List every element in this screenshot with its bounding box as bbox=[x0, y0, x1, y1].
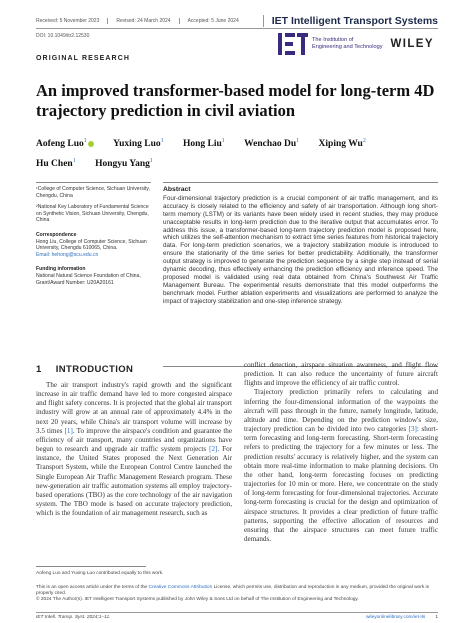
affiliation-1: ¹College of Computer Science, Sichuan University, Chengdu, China bbox=[36, 186, 150, 199]
article-dates bbox=[36, 18, 263, 24]
license-link[interactable]: Creative Commons Attribution bbox=[148, 585, 213, 590]
body-column-left bbox=[36, 381, 232, 518]
article-title: An improved transformer-based model for long-term 4D trajectory prediction in civil aviation bbox=[36, 81, 435, 120]
affiliation-2: ²National Key Laboratory of Fundamental Science on Synthetic Vision, Sichuan University, Chengdu, China bbox=[36, 204, 149, 224]
correspondence-heading: Correspondence bbox=[36, 231, 77, 238]
article-info bbox=[36, 182, 151, 286]
footnote-divider bbox=[36, 566, 146, 567]
article-type: ORIGINAL RESEARCH bbox=[36, 55, 131, 62]
publisher-logo[interactable] bbox=[278, 33, 434, 55]
author[interactable]: Hong Liu$^1$ bbox=[182, 138, 225, 150]
section-title: INTRODUCTION bbox=[55, 364, 134, 375]
author[interactable]: Wenchao Du$^1$ bbox=[244, 138, 300, 150]
journal-citation: IET Intell. Transp. Syst. 2024;1–11. bbox=[36, 615, 111, 620]
citation-link[interactable]: [2] bbox=[209, 445, 218, 454]
funding-heading: Funding information bbox=[36, 266, 86, 273]
license-note: This is an open access article under the terms of the Creative Commons Attribution License, which permits use, distribution and reproduction in any medium, provided the original work is properly cited. © 2024 The Author(s). IET Intelligent Transport Systems published by John Wiley & Sons Ltd on behalf of The Institution of Engineering and Technology. bbox=[36, 585, 438, 603]
funding-text: National Natural Science Foundation of China, Grant/Award Number: U20A20161 bbox=[36, 272, 141, 286]
author[interactable]: Yuxing Luo$^1$ bbox=[113, 138, 164, 150]
journal-name[interactable]: IET Intelligent Transport Systems bbox=[263, 15, 438, 27]
paragraph: Trajectory prediction primarily refers to calculating and inferring the four-dimensional information of the waypoints the aircraft will pass through in the future, namely longitude, latitude, altitude and time. Depending on the prediction window's size, trajectory prediction can be divided into two categories [3]: short-term forecasting and long-term forecasting. Short-term forecasting refers to predicting the trajectory for a few minutes or less. The prediction results' accuracy is relatively higher, and the system can obtain more real-time information to make planning decisions. On the other hand, long-term forecasting focuses on predicting trajectories for 10 min or more. Here, we concentrate on the study of long-term forecasting for four-dimensional trajectories. Accurate long-term forecasting is crucial for the design and optimization of airspace structures. It provides a clear prediction of future traffic patterns, supporting the effective allocation of resources and ensuring that the airspace structures can meet future traffic demands. bbox=[244, 388, 438, 543]
author[interactable]: Hu Chen$^1$ bbox=[36, 158, 76, 170]
author[interactable]: Aofeng Luo$^1$ bbox=[36, 133, 94, 153]
iet-line-1: The Institution of bbox=[312, 37, 354, 43]
correspondence-email[interactable]: Email: hehong@scu.edu.cn bbox=[36, 251, 99, 258]
orcid-icon[interactable] bbox=[88, 141, 94, 147]
section-heading bbox=[36, 364, 133, 375]
wiley-logo: WILEY bbox=[390, 38, 434, 50]
revised-date: Revised: 24 March 2024 bbox=[107, 18, 170, 24]
body-column-right bbox=[244, 361, 438, 544]
paragraph: conflict detection, airspace situation awareness, and flight flow prediction. It can also reduce the uncertainty of future aircraft flights and improve the efficiency of air traffic control. bbox=[244, 361, 438, 388]
doi[interactable]: DOI: 10.1049/itr2.12530 bbox=[36, 33, 90, 39]
paragraph: The air transport industry's rapid growth and the significant increase in air traffic demand have led to more congested airspace and flight safety concerns. It is projected that the global air transport industry will grow at an annual rate of approximately 4.4% in the next 20 years, while China's air transport volume will increase by 3.5 times [1]. To improve the airspace's condition and guarantee the efficiency of air transport, many countries and organizations have begun to research and upgrade air traffic system projects [2]. For instance, the United States proposed the Next Generation Air Transport System, while the European Control Centre launched the Single European Air Traffic Management Research program. These new-generation air traffic automation systems all employ trajectory-based operations (TBO) as the core technology of the air navigation system. The TBO mode is based on accurate trajectory prediction, which is the foundation of air management research, such as bbox=[36, 381, 233, 518]
copyright-note: © 2024 The Author(s). IET Intelligent Transport Systems published by John Wiley & Sons Ltd on behalf of The Institution of Engineering and Technology. bbox=[36, 597, 359, 602]
equal-contribution-note: Aofeng Luo and Yuxing Luo contributed equally to this work. bbox=[36, 571, 164, 576]
citation-link[interactable]: [3] bbox=[408, 425, 417, 434]
author[interactable]: Hongyu Yang$^1$ bbox=[95, 158, 153, 170]
header-bar bbox=[36, 15, 438, 27]
page-number: 1 bbox=[435, 615, 438, 620]
journal-url[interactable]: wileyonlinelibrary.com/iet-its bbox=[365, 615, 426, 620]
abstract-heading: Abstract bbox=[163, 186, 191, 193]
abstract bbox=[163, 182, 438, 306]
iet-line-2: Engineering and Technology bbox=[312, 44, 383, 50]
iet-logo-icon bbox=[278, 33, 308, 55]
accepted-date: Accepted: 5 June 2024 bbox=[179, 18, 239, 24]
correspondence-text: Hong Liu, College of Computer Science, Sichuan University, Chengdu 610065, China. bbox=[36, 238, 147, 252]
header-divider bbox=[36, 28, 438, 29]
citation-link[interactable]: [1] bbox=[64, 426, 73, 435]
page-footer bbox=[36, 615, 438, 620]
author-list bbox=[36, 133, 436, 173]
section-number: 1 bbox=[36, 364, 42, 375]
received-date: Received: 5 November 2023 bbox=[36, 18, 100, 24]
footer-divider bbox=[36, 612, 438, 613]
author[interactable]: Xiping Wu$^2$ bbox=[318, 138, 366, 150]
abstract-text: Four-dimensional trajectory prediction is a crucial component of air traffic management, and its accuracy is closely related to the efficiency and safety of air transportation. Although long short-term memory (LSTM) or its variants have been widely used in recent studies, they may produce unacceptable results in long-term prediction due to the iterative output that accumulates error. To address this issue, a transformer-based long-term trajectory prediction model is proposed here, which utilizes the self-attention mechanism to extract time series features from historical trajectory data. For long-term prediction scenarios, we a trajectory stabilization module is introduced to ensure the stationarity of the time series for better predictability. Additionally, the transformer output strategy is improved to generate the prediction sequence by a single step instead of serial dynamic decoding, thus effectively enhancing the prediction efficiency and inference speed. The proposed model is validated using real data obtained from China's Southwest Air Traffic Management Bureau. The experimental results demonstrate that this model outperforms the benchmark model. Further ablation experiments and visualizations are performed to analyze the impact of trajectory stabilization and one-step inference strategy. bbox=[163, 194, 438, 305]
